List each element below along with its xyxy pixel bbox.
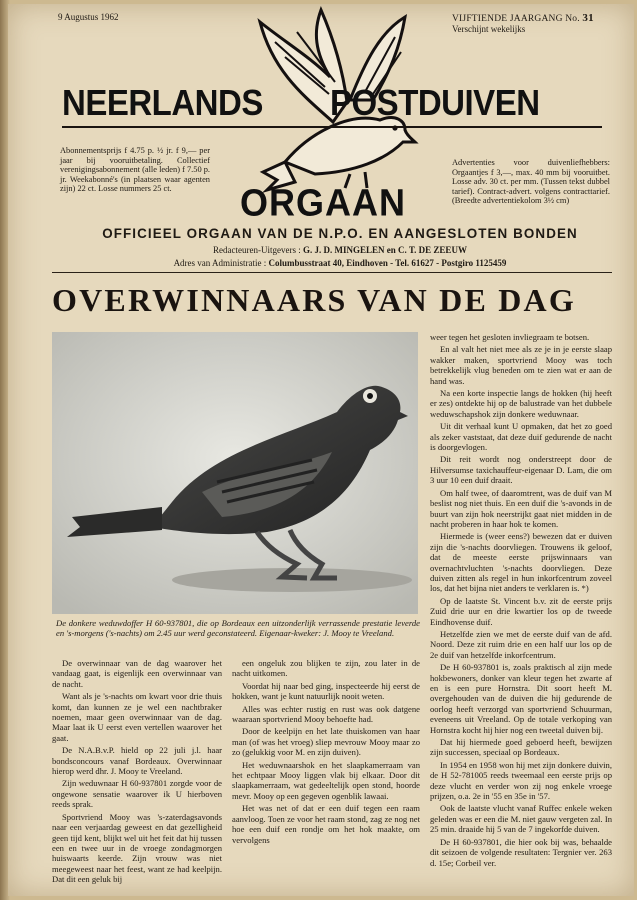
masthead-title-orgaan: ORGAAN [240, 180, 406, 224]
paragraph: De N.A.B.v.P. hield op 22 juli j.l. haar bondsconcours vanaf Bordeaux. Overwinnaar hierop werd dhr. J. Mooy te Vreeland. [52, 745, 222, 777]
editors-line [54, 245, 626, 255]
paragraph: Op de laatste St. Vincent b.v. zit de eerste prijs Zuid drie uur en drie kwartier los op de tweede Eindhovense duif. [430, 595, 612, 627]
subscription-info: Abonnementsprijs f 4.75 p. ½ jr. f 9,— per jaar bij vooruitbetaling. Collectief verenigingsabonnement (alle leden) f 7.50 p. jr. Weekabonné's (in plaatsen waar agenten zijn) 22 ct. Losse nummers 25 ct. [60, 146, 211, 194]
masthead-rule [62, 126, 602, 128]
paragraph: Door de keelpijn en het late thuiskomen van haar man (of was het vroeg) sliep mevrouw Mooy maar zo zo (gelukkig voor M. en zijn duiven). [232, 726, 420, 758]
paragraph: Zijn weduwnaar H 60-937801 zorgde voor de ongewone sensatie waarover ik U hierboven reeds sprak. [52, 778, 222, 810]
paragraph: Dat hij hiermede goed geboerd heeft, bewijzen zijn successen, speciaal op Bordeaux. [430, 737, 612, 758]
issue-number: 31 [582, 12, 594, 24]
paragraph: Het weduwnaarshok en het slaapkamerraam van het echtpaar Mooy liggen vlak bij elkaar. Door dit slaapkamerraam, wat gedeeltelijk open stond, hoorde mevr. Mooy op een gegeven ogenblik lawaai. [232, 759, 420, 801]
article-headline: OVERWINNAARS VAN DE DAG [52, 282, 576, 318]
paragraph: Ook de laatste vlucht vanaf Ruffec enkele weken geleden was er een die M. niet gauw vergeten zal. In 25 min. draaide hij 5 van de 7 ingekorfde duiven. [430, 803, 612, 835]
address-label: Adres van Administratie : [173, 258, 267, 268]
article-column-3 [430, 332, 612, 870]
pigeon-photo [52, 332, 418, 614]
paragraph: een ongeluk zou blijken te zijn, zou later in de nacht uitkomen. [232, 658, 420, 679]
issue-date: 9 Augustus 1962 [58, 12, 119, 22]
advertising-info: Advertenties voor duivenliefhebbers: Orgaantjes f 3,—, max. 40 mm bij vooruitbet. Losse adv. 30 ct. per mm. (Tussen tekst dubbel tarief). Contract-advert. volgens contracttarief. (Breedte advertentiekolom 3½ cm) [452, 158, 610, 206]
official-organ-line: OFFICIEEL ORGAAN VAN DE N.P.O. EN AANGESLOTEN BONDEN [102, 226, 578, 241]
masthead-title-right: POSTDUIVEN [330, 82, 540, 123]
header-divider [52, 272, 612, 273]
paragraph: De H 60-937801, die hier ook bij was, behaalde dit seizoen de volgende resultaten: Tergnier ver. 263 d. 15e; Corbeil ver. [430, 836, 612, 868]
pigeon-photo-image [52, 332, 418, 614]
paragraph: weer tegen het gesloten invliegraam te botsen. [430, 332, 590, 342]
paragraph: De overwinnaar van de dag waarover het vandaag gaat, is eigenlijk een overwinnaar van de nacht. [52, 658, 222, 689]
paragraph: De H 60-937801 is, zoals praktisch al zijn mede hokbewoners, donker van kleur tegen het zwarte af en is een pure Hornstra. Dit soort heeft M. overgehouden van de duiven die hij gedurende de oorlog heeft verzorgd van sportvriend Schuurman, eveneens uit Vreeland. Op de totale verkoping van Hornstra kocht hij hier nog een tweetal duiven bij. [430, 662, 612, 735]
paragraph: Hiermede is (weer eens?) bewezen dat er duiven zijn die 's-nachts doorvliegen. Trouwens ik geloof, dat de meeste eerste prijswinnaars van overnachtvluchten 's-nachts doorvliegen. Deze duiven zitten als regel in hun inkorfcentrum zoveel los, dat het bijna niet anders te verklaren is. *) [430, 531, 612, 594]
volume-label: VIJFTIENDE JAARGANG No. [452, 14, 580, 24]
paragraph: Sportvriend Mooy was 's-zaterdagsavonds naar een verjaardag geweest en dat gezelligheid geen tijd kent, blijkt wel uit het feit dat hij tussen een en twee uur in de vroege zondagmorgen huiswaarts keerde. Zijn vrouw was niet meegeweest naar het feest, want ze had keelpijn. Dat dit een geluk bij [52, 811, 222, 885]
paragraph: Want als je 's-nachts om kwart voor drie thuis komt, dan kunnen ze je wel een nachtbraker noemen, maar geen overwinnaar van de dag. Maar laat ik U eerst even vertellen waarover het gaat. [52, 691, 222, 743]
paragraph: Dit reit wordt nog onderstreept door de Hilversumse taxichauffeur-eigenaar D. Lam, die om 3 uur 10 een duif draait. [430, 454, 612, 486]
paragraph: Hetzelfde zien we met de eerste duif van de afd. Noord. Deze zit ruim drie en een half uur los op de 2e duif van hetzelfde inkorfcentrum. [430, 628, 612, 660]
frequency-note: Verschijnt wekelijks [452, 24, 526, 34]
photo-caption: De donkere weduwdoffer H 60-937801, die op Bordeaux een uitzonderlijk verrassende prestatie leverde en 's-morgens ('s-nachts) om 2.45 uur werd geconstateerd. Eigenaar-kweker: J. Mooy te Vreeland. [56, 618, 420, 639]
address-line [54, 258, 626, 268]
paragraph: In 1954 en 1958 won hij met zijn donkere duivin, de H 52-781005 reeds tweemaal een eerste prijs op deze vlucht en verder won zij nog enkele vroege prijzen, o.a. 2e in '55 en 35e in '57. [430, 759, 612, 802]
address-value: Columbusstraat 40, Eindhoven - Tel. 61627 - Postgiro 1125459 [268, 258, 507, 268]
masthead-title-left: NEERLANDS [62, 82, 263, 123]
editors-label: Redacteuren-Uitgevers : [213, 245, 301, 255]
article-column-2 [232, 658, 420, 847]
paragraph: Het was net of dat er een duif tegen een raam aanvloog. Toen ze voor het raam stond, zag ze nog net hoe een duif een rondje om het hok maakte, om vervolgens [232, 803, 420, 845]
paragraph: Alles was echter rustig en rust was ook datgene waaraan sportvriend Mooy behoefte had. [232, 703, 420, 725]
article-column-1 [52, 658, 222, 887]
paragraph: Om half twee, of daaromtrent, was de duif van M beslist nog niet thuis. En een duif die 's-avonds in de buurt van zijn hok neerstrijkt gaat niet midden in de nacht proberen in haar hok te komen. [430, 487, 612, 529]
paragraph: Uit dit verhaal kunt U opmaken, dat het zo goed als zeker vaststaat, dat deze duif gedurende de nacht is doorgevlogen. [430, 421, 612, 453]
editors-names: G. J. D. MINGELEN en C. T. DE ZEEUW [303, 245, 467, 255]
paragraph: Voordat hij naar bed ging, inspecteerde hij eerst de hokken, want je kunt natuurlijk nooit weten. [232, 680, 420, 702]
volume-line [452, 12, 594, 24]
paragraph: Na een korte inspectie langs de hokken (hij heeft er zes) ontdekte hij op de balustrade van het dubbele weduwschapshok zijn donkere weduwnaar. [430, 388, 612, 419]
paragraph: En al valt het niet mee als ze je in je eerste slaap wakker maken, sportvriend Mooy was toch betrekkelijk vlug beneden om te zien wat er aan de hand was. [430, 344, 612, 386]
